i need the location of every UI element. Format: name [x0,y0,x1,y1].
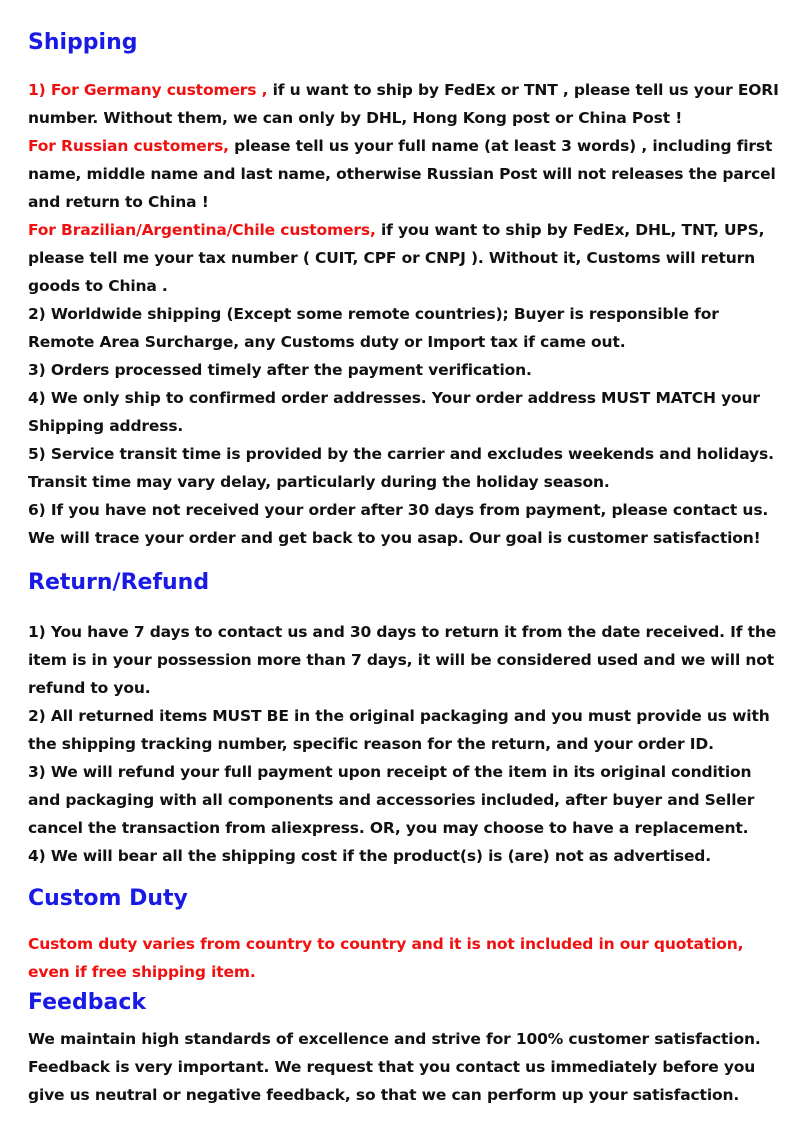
return-item: 3) We will refund your full payment upon receipt of the item in its original condition and packaging with all components and accessories included, after buyer and Seller cancel the transaction from aliexpress. OR, you may choose to have a replacement. [28,763,755,837]
shipping-latam-note [28,216,780,300]
latam-customers-label: For Brazilian/Argentina/Chile customers, [28,221,376,239]
shipping-item: 3) Orders processed timely after the payment verification. [28,361,532,379]
return-refund-heading: Return/Refund [28,570,210,595]
policy-document [28,26,780,1109]
feedback-section [28,986,780,1109]
custom-duty-text: Custom duty varies from country to country and it is not included in our quotation, even if free shipping item. [28,935,744,981]
return-item: 2) All returned items MUST BE in the original packaging and you must provide us with the shipping tracking number, specific reason for the return, and your order ID. [28,707,770,753]
russian-customers-text: please tell us your full name (at least 3 words) , including first name, middle name and last name, otherwise Russian Post will not releases the parcel and return to China ! [28,137,776,211]
custom-duty-heading: Custom Duty [28,886,188,911]
return-item: 4) We will bear all the shipping cost if the product(s) is (are) not as advertised. [28,847,711,865]
shipping-item: 4) We only ship to confirmed order addresses. Your order address MUST MATCH your Shipping address. [28,389,760,435]
germany-customers-label: 1) For Germany customers , [28,81,268,99]
germany-customers-text: if u want to ship by FedEx or TNT , please tell us your EORI number. Without them, we can only by DHL, Hong Kong post or China Post ! [28,81,779,127]
shipping-item: 6) If you have not received your order after 30 days from payment, please contact us. We will trace your order and get back to you asap. Our goal is customer satisfaction! [28,501,769,547]
feedback-heading: Feedback [28,990,146,1015]
shipping-item: 2) Worldwide shipping (Except some remote countries); Buyer is responsible for Remote Area Surcharge, any Customs duty or Import tax if came out. [28,305,719,351]
return-refund-body [28,618,780,870]
return-refund-section [28,566,780,870]
custom-duty-section [28,882,780,986]
shipping-item: 5) Service transit time is provided by the carrier and excludes weekends and holidays. Transit time may vary delay, particularly during the holiday season. [28,445,774,491]
shipping-section [28,26,780,552]
feedback-text: We maintain high standards of excellence and strive for 100% customer satisfaction. Feedback is very important. We request that you contact us immediately before you give us neutral or negative feedback, so that we can perform up your satisfaction. [28,1030,761,1104]
shipping-russia-note [28,132,780,216]
russian-customers-label: For Russian customers, [28,137,229,155]
shipping-heading: Shipping [28,30,138,55]
shipping-germany-note [28,76,780,132]
latam-customers-text: if you want to ship by FedEx, DHL, TNT, UPS, please tell me your tax number ( CUIT, CPF or CNPJ ). Without it, Customs will return goods to China . [28,221,765,295]
return-item: 1) You have 7 days to contact us and 30 days to return it from the date received. If the item is in your possession more than 7 days, it will be considered used and we will not refund to you. [28,623,777,697]
shipping-body [28,76,780,552]
